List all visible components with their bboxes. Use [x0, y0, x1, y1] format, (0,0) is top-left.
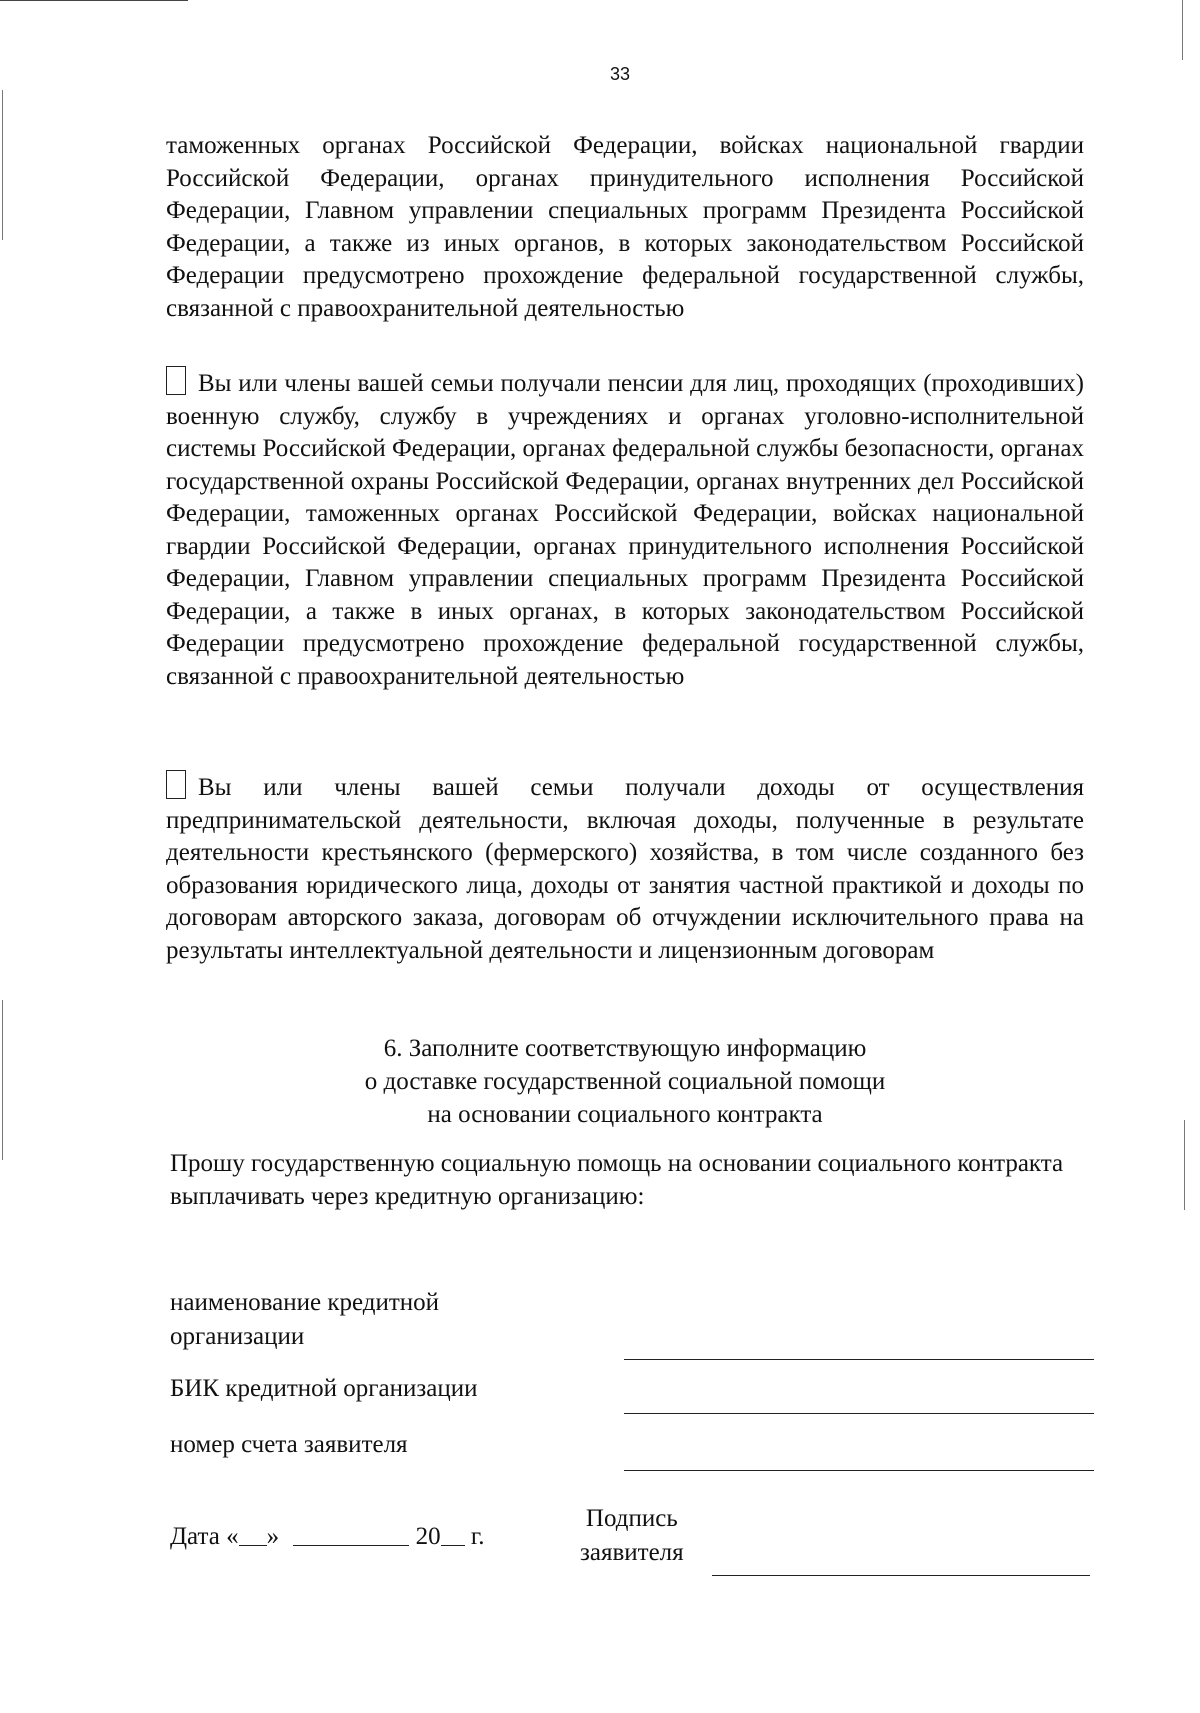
section-6-heading-line-1: 6. Заполните соответствующую информацию	[383, 1035, 867, 1062]
left-scan-edge-mark	[2, 90, 3, 240]
date-year-blank[interactable]	[441, 1521, 465, 1546]
bank-name-label-line-1: наименование кредитной	[170, 1289, 440, 1316]
date-close-quote: »	[266, 1523, 280, 1550]
bik-label: БИК кредитной организации	[170, 1375, 478, 1402]
pension-checkbox[interactable]	[166, 366, 186, 395]
bank-name-input-line[interactable]	[624, 1358, 1094, 1360]
date-label: Дата «	[170, 1523, 239, 1550]
payment-request-text: Прошу государственную социальную помощь на основании социального контракта выплачивать через кредитную организацию:	[170, 1150, 1064, 1210]
bank-name-label	[170, 1286, 439, 1354]
bik-input-line[interactable]	[624, 1412, 1094, 1414]
left-scan-edge-mark-lower	[2, 1000, 3, 1160]
date-year-suffix: г.	[470, 1523, 485, 1550]
signature-label	[580, 1502, 684, 1570]
paragraph-continued	[166, 130, 1084, 325]
date-year-prefix: 20	[415, 1523, 441, 1550]
section-6-heading	[166, 1032, 1084, 1131]
pension-option	[166, 366, 1084, 693]
section-6-heading-line-2: о доставке государственной социальной помощи	[364, 1068, 886, 1095]
top-scan-rule	[0, 0, 188, 1]
pension-option-text: Вы или члены вашей семьи получали пенсии для лиц, проходящих (проходивших) военную службу, службу в учреждениях и органах уголовно-исполнительной системы Российской Федерации, органах федеральной службы безопасности, органах государственной охраны Российской Федерации, органах внутренних дел Российской Федерации, таможенных органах Российской Федерации, войсках национальной гвардии Российской Федерации, органах принудительного исполнения Российской Федерации, Главном управлении специальных программ Президента Российской Федерации, а также в иных органах, в которых законодательством Российской Федерации предусмотрено прохождение федеральной государственной службы, связанной с правоохранительной деятельностью	[166, 370, 1084, 690]
paragraph-continued-text: таможенных органах Российской Федерации, войсках национальной гвардии Российской Федерации, органах принудительного исполнения Российской Федерации, Главном управлении специальных программ Президента Российской Федерации, а также из иных органов, в которых законодательством Российской Федерации предусмотрено прохождение федеральной государственной службы, связанной с правоохранительной деятельностью	[166, 132, 1084, 322]
business-income-checkbox[interactable]	[166, 770, 186, 799]
right-scan-edge-mark	[1182, 0, 1183, 60]
business-income-option	[166, 770, 1084, 967]
bank-name-label-line-2: организации	[170, 1323, 305, 1350]
signature-line[interactable]	[712, 1574, 1090, 1576]
right-scan-edge-mark-lower	[1184, 1120, 1185, 1210]
date-month-blank[interactable]	[293, 1521, 409, 1546]
signature-label-line-1: Подпись	[585, 1505, 678, 1532]
account-number-input-line[interactable]	[624, 1469, 1094, 1471]
date-row	[170, 1520, 485, 1554]
signature-label-line-2: заявителя	[580, 1539, 684, 1566]
date-day-blank[interactable]	[239, 1521, 267, 1546]
business-income-option-text: Вы или члены вашей семьи получали доходы от осуществления предпринимательской деятельности, включая доходы, полученные в результате деятельности крестьянского (фермерского) хозяйства, в том числе созданного без образования юридического лица, доходы от занятия частной практикой и доходы по договорам авторского заказа, договорам об отчуждении исключительного права на результаты интеллектуальной деятельности и лицензионным договорам	[166, 774, 1084, 964]
page-number: 33	[609, 64, 631, 84]
account-number-label: номер счета заявителя	[170, 1431, 408, 1458]
section-6-heading-line-3: на основании социального контракта	[427, 1101, 823, 1128]
